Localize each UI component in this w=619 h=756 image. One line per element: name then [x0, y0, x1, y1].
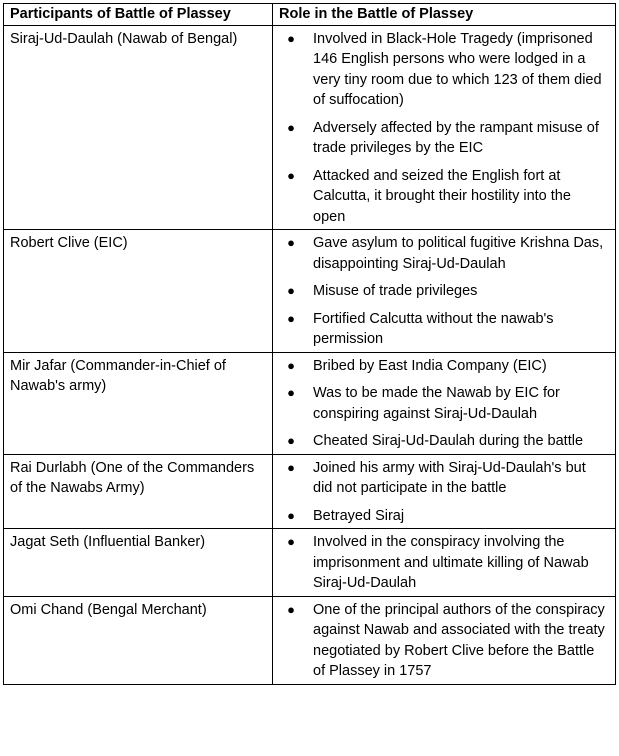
list-item: ● Cheated Siraj-Ud-Daulah during the battle — [285, 431, 607, 452]
bullet-icon: ● — [287, 310, 295, 326]
bullet-icon: ● — [287, 283, 295, 298]
participant-cell: Robert Clive (EIC) — [4, 230, 273, 353]
list-item: ● Involved in Black-Hole Tragedy (imprisoned 146 English persons who were lodged in a very tiny room due to which 123 of them died of suffocation) — [285, 29, 607, 111]
role-list — [285, 356, 607, 452]
role-list — [285, 29, 607, 228]
list-item: ● Joined his army with Siraj-Ud-Daulah's but did not participate in the battle — [285, 458, 607, 499]
list-item: ● Bribed by East India Company (EIC) — [285, 356, 607, 377]
role-list — [285, 532, 607, 594]
role-list — [285, 458, 607, 527]
participant-cell: Siraj-Ud-Daulah (Nawab of Bengal) — [4, 25, 273, 230]
header-role: Role in the Battle of Plassey — [273, 4, 616, 26]
table-row — [4, 596, 616, 684]
role-cell — [273, 352, 616, 454]
bullet-icon: ● — [287, 459, 295, 475]
header-participants: Participants of Battle of Plassey — [4, 4, 273, 26]
header-row — [4, 4, 616, 26]
role-cell — [273, 596, 616, 684]
bullet-icon: ● — [287, 235, 295, 250]
bullet-icon: ● — [287, 507, 295, 523]
table-row — [4, 230, 616, 353]
bullet-icon: ● — [287, 30, 295, 46]
table-row — [4, 529, 616, 597]
bullet-icon: ● — [287, 119, 295, 135]
list-item: ● One of the principal authors of the conspiracy against Nawab and associated with the treaty negotiated by Robert Clive before the Battle of Plassey in 1757 — [285, 600, 607, 682]
role-list — [285, 233, 607, 350]
role-list — [285, 600, 607, 682]
list-item: ● Was to be made the Nawab by EIC for conspiring against Siraj-Ud-Daulah — [285, 383, 607, 424]
plassey-participants-table — [3, 3, 616, 685]
participant-cell: Omi Chand (Bengal Merchant) — [4, 596, 273, 684]
bullet-icon: ● — [287, 357, 295, 373]
participant-cell: Rai Durlabh (One of the Commanders of the Nawabs Army) — [4, 454, 273, 529]
bullet-icon: ● — [287, 385, 295, 400]
list-item: ● Misuse of trade privileges — [285, 281, 607, 302]
role-cell — [273, 529, 616, 597]
list-item: ● Gave asylum to political fugitive Krishna Das, disappointing Siraj-Ud-Daulah — [285, 233, 607, 274]
participant-cell: Jagat Seth (Influential Banker) — [4, 529, 273, 597]
list-item: ● Fortified Calcutta without the nawab's permission — [285, 309, 607, 350]
table-row — [4, 454, 616, 529]
list-item: ● Betrayed Siraj — [285, 506, 607, 527]
table-row — [4, 352, 616, 454]
participant-cell: Mir Jafar (Commander-in-Chief of Nawab's army) — [4, 352, 273, 454]
role-cell — [273, 454, 616, 529]
role-cell — [273, 230, 616, 353]
bullet-icon: ● — [287, 534, 295, 549]
list-item: ● Involved in the conspiracy involving the imprisonment and ultimate killing of Nawab Siraj-Ud-Daulah — [285, 532, 607, 594]
bullet-icon: ● — [287, 167, 295, 183]
table-row — [4, 25, 616, 230]
bullet-icon: ● — [287, 433, 295, 448]
list-item: ● Attacked and seized the English fort at Calcutta, it brought their hostility into the open — [285, 166, 607, 228]
bullet-icon: ● — [287, 601, 295, 617]
list-item: ● Adversely affected by the rampant misuse of trade privileges by the EIC — [285, 118, 607, 159]
role-cell — [273, 25, 616, 230]
